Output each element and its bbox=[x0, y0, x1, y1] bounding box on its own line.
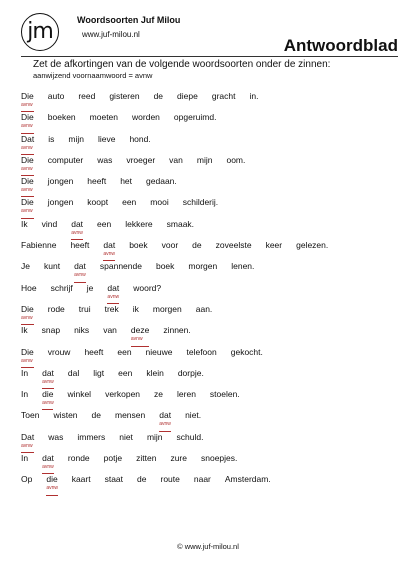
word: Ik bbox=[21, 325, 28, 336]
word: stoelen. bbox=[209, 389, 240, 400]
word: koopt bbox=[87, 197, 109, 208]
word: heeft bbox=[70, 240, 90, 251]
word: lieve bbox=[97, 133, 116, 144]
word: gracht bbox=[211, 91, 236, 101]
word: die avnw bbox=[46, 474, 57, 495]
sentence-row bbox=[21, 176, 401, 197]
footer-copyright: © www.juf-milou.nl bbox=[177, 542, 239, 551]
word: snoepjes. bbox=[200, 453, 238, 464]
avnw-annotation: avnw bbox=[74, 272, 86, 279]
word: vrouw bbox=[47, 346, 71, 357]
word: zinnen. bbox=[163, 325, 191, 336]
word: de bbox=[91, 410, 101, 421]
word: jongen bbox=[47, 197, 74, 208]
word: dat avnw bbox=[42, 368, 54, 389]
word: Die avnw bbox=[21, 155, 34, 176]
word: het bbox=[120, 176, 133, 187]
sentence-row bbox=[21, 197, 401, 218]
word: rode bbox=[47, 303, 65, 314]
word: aan. bbox=[195, 303, 213, 314]
word: woord? bbox=[133, 282, 162, 293]
word: dat avnw bbox=[159, 410, 171, 431]
word: computer bbox=[47, 154, 84, 165]
word: snap bbox=[41, 325, 61, 336]
word: Die avnw bbox=[21, 91, 34, 112]
word: leren bbox=[177, 389, 196, 400]
word: diepe bbox=[177, 91, 198, 101]
word: zure bbox=[170, 453, 187, 464]
word: vroeger bbox=[126, 154, 156, 165]
avnw-annotation: avnw bbox=[21, 442, 33, 449]
sentence-row bbox=[21, 325, 401, 346]
word: lenen. bbox=[231, 261, 255, 272]
word: mooi bbox=[150, 197, 169, 208]
word: was bbox=[48, 431, 64, 442]
word: Amsterdam. bbox=[224, 474, 271, 485]
word: In bbox=[21, 389, 29, 400]
word: trui bbox=[78, 303, 91, 314]
word: hond. bbox=[129, 133, 151, 144]
word: schrijf bbox=[50, 282, 73, 293]
avnw-annotation: avnw bbox=[46, 485, 59, 492]
abbreviation-note: aanwijzend voornaamwoord = avnw bbox=[33, 71, 153, 80]
word: klein bbox=[146, 367, 164, 378]
avnw-annotation: avnw bbox=[42, 464, 54, 471]
word: in. bbox=[249, 91, 259, 101]
word: keer bbox=[265, 240, 283, 251]
word: kunt bbox=[43, 261, 61, 272]
word: dat avnw bbox=[107, 283, 119, 304]
avnw-annotation: avnw bbox=[21, 165, 33, 172]
brand-title: Woordsoorten Juf Milou bbox=[77, 15, 181, 25]
word: een bbox=[97, 218, 112, 229]
word: moeten bbox=[89, 112, 119, 123]
page-title: Antwoordblad bbox=[283, 36, 398, 55]
word: je bbox=[86, 282, 94, 293]
word: auto bbox=[47, 91, 65, 101]
word: heeft bbox=[87, 176, 107, 187]
word: morgen bbox=[152, 303, 182, 314]
word: Die avnw bbox=[21, 347, 34, 368]
instruction-text: Zet de afkortingen van de volgende woordsoorten onder de zinnen: bbox=[33, 59, 331, 70]
avnw-annotation: avnw bbox=[42, 400, 54, 407]
word: potje bbox=[103, 453, 123, 464]
word: Op bbox=[21, 474, 33, 485]
word: nieuwe bbox=[145, 346, 173, 357]
sentence-row bbox=[21, 410, 401, 431]
word: dorpje. bbox=[177, 367, 204, 378]
avnw-annotation: avnw bbox=[107, 293, 120, 300]
header-divider bbox=[21, 56, 398, 57]
word: Die avnw bbox=[21, 304, 34, 325]
word: boek bbox=[155, 261, 175, 272]
logo-text: jm bbox=[27, 19, 53, 44]
word: schuld. bbox=[176, 431, 204, 442]
word: trek bbox=[104, 303, 119, 314]
word: zoveelste bbox=[215, 240, 252, 251]
avnw-annotation: avnw bbox=[21, 357, 33, 364]
word: de bbox=[153, 91, 164, 101]
word: Dat avnw bbox=[21, 134, 34, 155]
brand-url[interactable]: www.juf-milou.nl bbox=[82, 30, 140, 39]
word: In bbox=[21, 367, 29, 378]
avnw-annotation: avnw bbox=[21, 123, 33, 130]
sentence-row bbox=[21, 240, 401, 261]
word: winkel bbox=[67, 389, 92, 400]
word: gekocht. bbox=[230, 346, 263, 357]
sentence-row bbox=[21, 261, 401, 282]
avnw-annotation: avnw bbox=[159, 421, 171, 428]
avnw-annotation: avnw bbox=[21, 144, 33, 151]
sentence-row bbox=[21, 453, 401, 474]
sentence-row bbox=[21, 134, 401, 155]
sentence-row bbox=[21, 304, 401, 325]
avnw-annotation: avnw bbox=[42, 378, 54, 385]
sentence-row bbox=[21, 112, 401, 133]
word: morgen bbox=[188, 261, 218, 272]
word: deze avnw bbox=[131, 325, 149, 346]
word: Die avnw bbox=[21, 176, 34, 197]
word: Dat avnw bbox=[21, 432, 34, 453]
word: reed bbox=[78, 91, 96, 101]
word: van bbox=[103, 325, 117, 336]
word: gisteren bbox=[109, 91, 140, 101]
word: die avnw bbox=[42, 389, 53, 410]
word: mijn bbox=[68, 133, 84, 144]
avnw-annotation: avnw bbox=[21, 102, 33, 108]
avnw-annotation: avnw bbox=[71, 229, 83, 236]
word: In bbox=[21, 453, 29, 464]
word: gelezen. bbox=[296, 240, 329, 251]
word: was bbox=[97, 154, 113, 165]
word: van bbox=[169, 154, 183, 165]
word: niet. bbox=[185, 410, 202, 421]
word: mijn bbox=[196, 154, 213, 165]
word: een bbox=[117, 346, 132, 357]
word: boeken bbox=[47, 112, 76, 123]
sentence-list bbox=[21, 91, 401, 496]
word: dat avnw bbox=[74, 261, 86, 282]
word: ronde bbox=[67, 453, 90, 464]
sentence-row bbox=[21, 219, 401, 240]
word: een bbox=[118, 367, 133, 378]
word: ik bbox=[132, 303, 139, 314]
word: Hoe bbox=[21, 282, 37, 293]
word: dat avnw bbox=[103, 240, 115, 261]
word: Die avnw bbox=[21, 197, 34, 218]
word: telefoon bbox=[186, 346, 217, 357]
word: mijn bbox=[146, 431, 163, 442]
word: ligt bbox=[93, 367, 105, 378]
sentence-row bbox=[21, 432, 401, 453]
word: mensen bbox=[115, 410, 146, 421]
word: worden bbox=[132, 112, 160, 123]
word: spannende bbox=[99, 261, 142, 272]
avnw-annotation: avnw bbox=[130, 336, 143, 343]
sentence-row bbox=[21, 389, 401, 410]
word: dat avnw bbox=[42, 453, 54, 474]
sentence-row bbox=[21, 347, 401, 368]
word: een bbox=[122, 197, 137, 208]
word: naar bbox=[193, 474, 211, 485]
word: wisten bbox=[53, 410, 78, 421]
word: Die avnw bbox=[21, 112, 34, 133]
word: dal bbox=[67, 367, 80, 378]
word: niet bbox=[119, 431, 133, 442]
word: boek bbox=[129, 240, 148, 251]
word: Ik bbox=[21, 218, 28, 229]
avnw-annotation: avnw bbox=[21, 187, 33, 194]
word: smaak. bbox=[166, 218, 195, 229]
word: opgeruimd. bbox=[173, 112, 217, 123]
word: niks bbox=[74, 325, 90, 336]
word: staat bbox=[104, 474, 124, 485]
avnw-annotation: avnw bbox=[103, 251, 116, 258]
word: de bbox=[137, 474, 147, 485]
avnw-annotation: avnw bbox=[21, 314, 33, 321]
word: is bbox=[48, 133, 55, 144]
word: oom. bbox=[226, 154, 246, 165]
word: de bbox=[192, 240, 202, 251]
word: zitten bbox=[136, 453, 157, 464]
word: vind bbox=[41, 218, 58, 229]
word: immers bbox=[77, 431, 106, 442]
word: Fabienne bbox=[21, 240, 57, 251]
word: gedaan. bbox=[146, 176, 177, 187]
word: heeft bbox=[84, 346, 104, 357]
word: Toen bbox=[21, 410, 40, 421]
word: route bbox=[160, 474, 180, 485]
word: lekkere bbox=[125, 218, 153, 229]
sentence-row bbox=[21, 368, 401, 389]
word: dat avnw bbox=[71, 219, 83, 240]
word: voor bbox=[161, 240, 179, 251]
avnw-annotation: avnw bbox=[21, 208, 33, 215]
word: ze bbox=[154, 389, 164, 400]
logo bbox=[21, 13, 59, 51]
sentence-row bbox=[21, 91, 401, 112]
word: Je bbox=[21, 261, 30, 272]
word: verkopen bbox=[105, 389, 141, 400]
word: jongen bbox=[47, 176, 74, 187]
sentence-row bbox=[21, 283, 401, 304]
word: kaart bbox=[71, 474, 91, 485]
word: schilderij. bbox=[182, 197, 219, 208]
sentence-row bbox=[21, 155, 401, 176]
sentence-row bbox=[21, 474, 401, 495]
